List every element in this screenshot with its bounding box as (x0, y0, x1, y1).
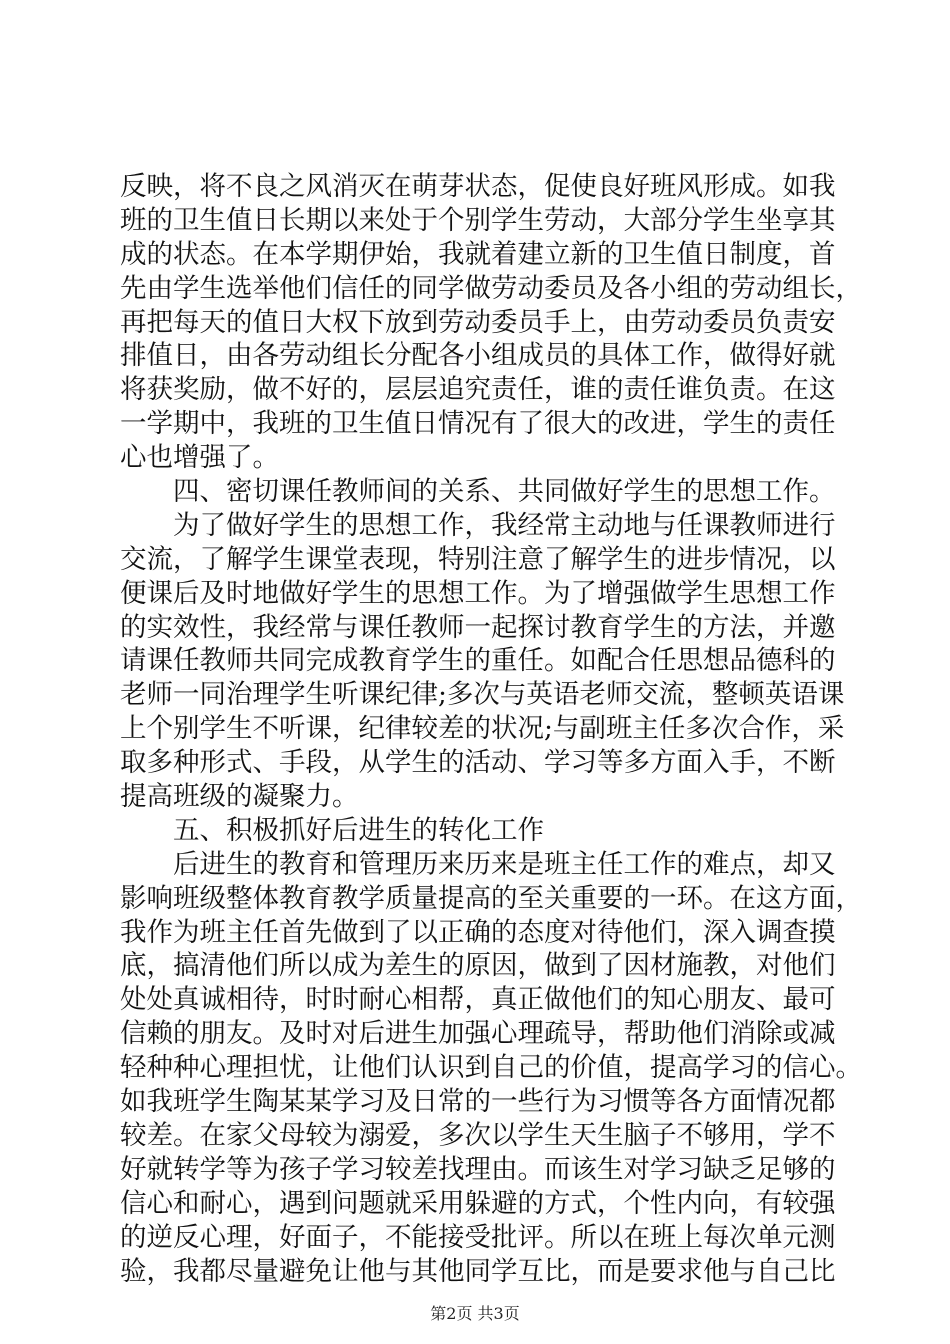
text-line: 反映，将不良之风消灭在萌芽状态，促使良好班风形成。如我 (120, 171, 836, 202)
text-line: 将获奖励，做不好的，层层追究责任，谁的责任谁负责。在这 (120, 374, 836, 406)
document-body (120, 170, 862, 1288)
text-line: 老师一同治理学生听课纪律;多次与英语老师交流，整顿英语课 (120, 679, 845, 711)
text-line: 的实效性，我经常与课任教师一起探讨教育学生的方法，并邀 (120, 611, 836, 643)
text-line: 提高班级的凝聚力。 (120, 781, 359, 813)
text-line: 底，搞清他们所以成为差生的原因，做到了因材施教，对他们 (120, 950, 836, 982)
text-line: 排值日，由各劳动组长分配各小组成员的具体工作，做得好就 (120, 340, 836, 372)
text-line: 较差。在家父母较为溺爱，多次以学生天生脑子不够用，学不 (120, 1119, 836, 1151)
text-line: 我作为班主任首先做到了以正确的态度对待他们，深入调查摸 (120, 916, 836, 948)
text-line: 成的状态。在本学期伊始，我就着建立新的卫生值日制度，首 (120, 238, 836, 270)
text-line: 处处真诚相待，时时耐心相帮，真正做他们的知心朋友、最可 (120, 984, 836, 1016)
text-line: 轻种种心理担忧，让他们认识到自己的价值，提高学习的信心。 (120, 1052, 862, 1084)
text-line: 的逆反心理，好面子，不能接受批评。所以在班上每次单元测 (120, 1221, 836, 1253)
text-line: 先由学生选举他们信任的同学做劳动委员及各小组的劳动组长， (120, 272, 862, 304)
text-line: 上个别学生不听课，纪律较差的状况;与副班主任多次合作，采 (120, 713, 845, 745)
text-line: 影响班级整体教育教学质量提高的至关重要的一环。在这方面， (120, 882, 862, 914)
text-line: 后进生的教育和管理历来历来是班主任工作的难点，却又 (173, 848, 836, 880)
text-line: 一学期中，我班的卫生值日情况有了很大的改进，学生的责任 (120, 408, 836, 440)
text-line: 验，我都尽量避免让他与其他同学互比，而是要求他与自己比 (120, 1255, 836, 1287)
text-line: 五、积极抓好后进生的转化工作 (173, 814, 544, 846)
text-line: 好就转学等为孩子学习较差找理由。而该生对学习缺乏足够的 (120, 1153, 836, 1185)
page-footer: 第2页 共3页 (430, 1304, 520, 1323)
text-line: 再把每天的值日大权下放到劳动委员手上，由劳动委员负责安 (120, 306, 836, 338)
text-line: 交流，了解学生课堂表现，特别注意了解学生的进步情况，以 (120, 543, 836, 575)
text-line: 为了做好学生的思想工作，我经常主动地与任课教师进行 (173, 509, 836, 541)
text-line: 取多种形式、手段，从学生的活动、学习等多方面入手，不断 (120, 747, 836, 779)
text-line: 如我班学生陶某某学习及日常的一些行为习惯等各方面情况都 (120, 1086, 836, 1118)
text-line: 班的卫生值日长期以来处于个别学生劳动，大部分学生坐享其 (120, 204, 836, 236)
text-line: 信赖的朋友。及时对后进生加强心理疏导，帮助他们消除或减 (120, 1018, 836, 1050)
text-line: 信心和耐心，遇到问题就采用躲避的方式，个性内向，有较强 (120, 1187, 836, 1219)
text-line: 便课后及时地做好学生的思想工作。为了增强做学生思想工作 (120, 577, 836, 609)
text-line: 请课任教师共同完成教育学生的重任。如配合任思想品德科的 (120, 645, 836, 677)
text-line: 心也增强了。 (120, 442, 279, 474)
text-line: 四、密切课任教师间的关系、共同做好学生的思想工作。 (173, 476, 836, 508)
